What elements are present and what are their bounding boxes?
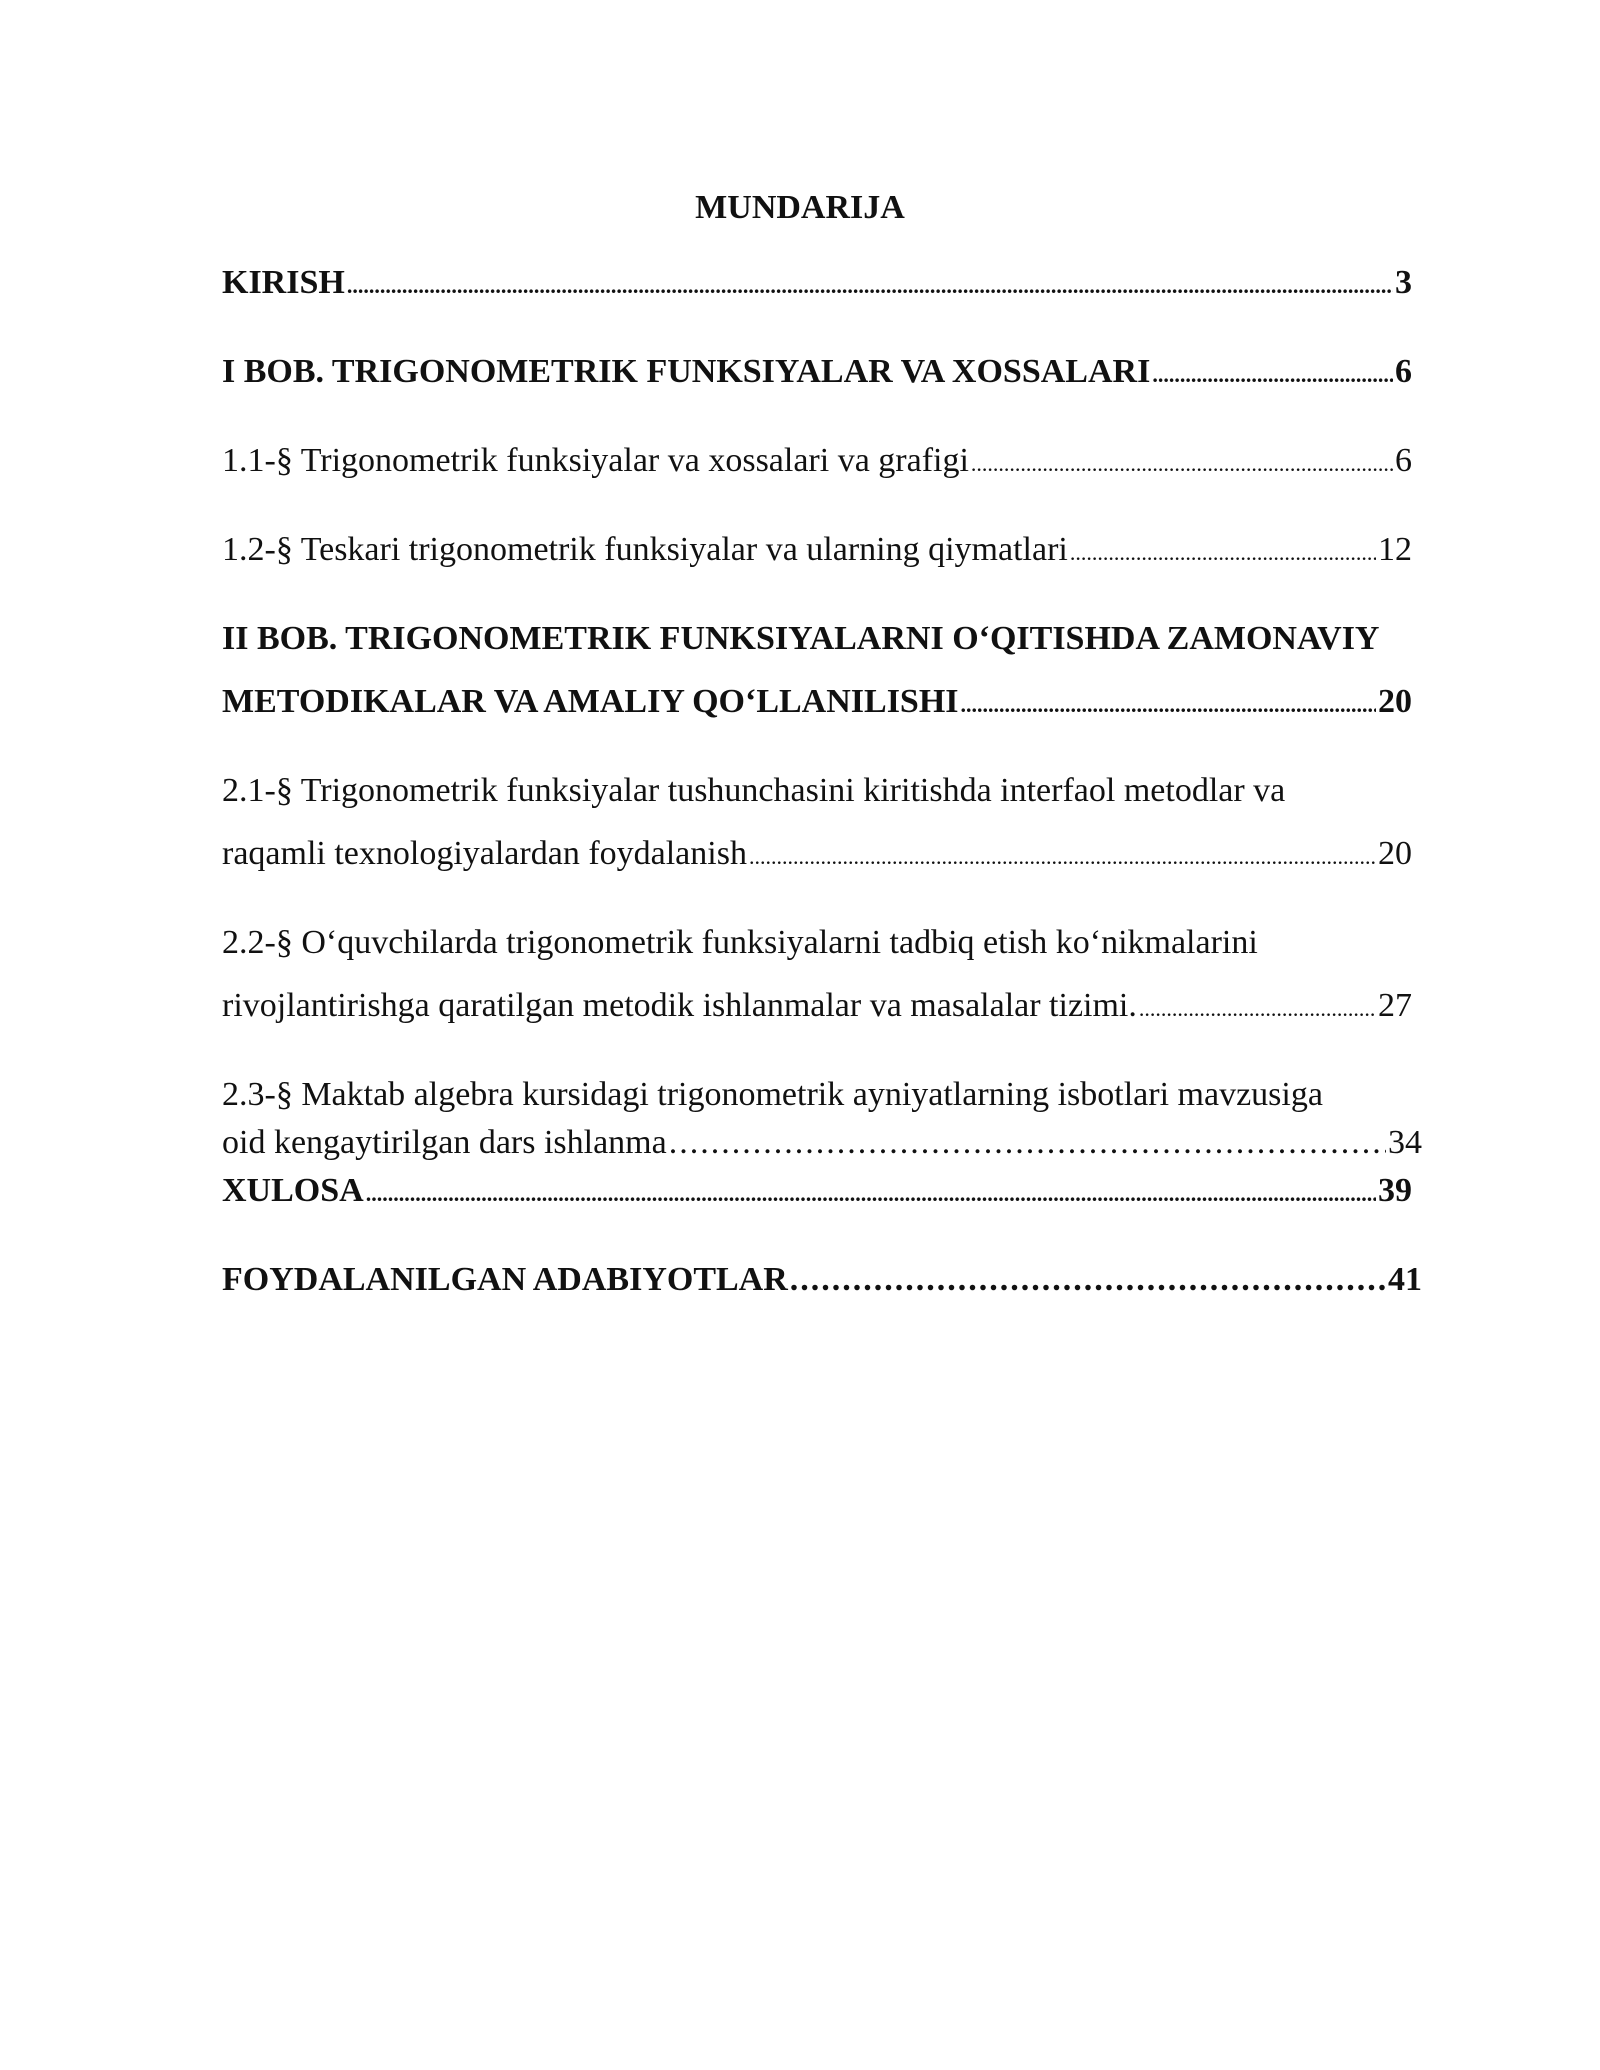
toc-entry-label: oid kengaytirilgan dars ishlanma xyxy=(222,1124,667,1161)
toc-entry-references[interactable] xyxy=(222,1260,1422,1300)
dot-leader xyxy=(971,444,1393,484)
dot-leader xyxy=(1152,355,1393,395)
toc-page-number: 3 xyxy=(1395,264,1412,301)
toc-entry-section-1-2[interactable] xyxy=(222,530,1412,573)
toc-page-number: 6 xyxy=(1395,353,1412,390)
dot-leader xyxy=(1070,533,1376,573)
toc-entry-section-2-1[interactable] xyxy=(222,834,1412,877)
dot-leader xyxy=(669,1123,1386,1163)
toc-page-number: 41 xyxy=(1388,1261,1422,1298)
toc-entry-label: METODIKALAR VA AMALIY QO‘LLANILISHI xyxy=(222,683,959,720)
toc-entry-chapter-2-line1[interactable]: II BOB. TRIGONOMETRIK FUNKSIYALARNI O‘QITISHDA ZAMONAVIY xyxy=(222,620,1380,657)
toc-entry-label: 1.1-§ Trigonometrik funksiyalar va xossalari va grafigi xyxy=(222,442,969,479)
dot-leader xyxy=(366,1174,1376,1214)
toc-entry-chapter-1[interactable] xyxy=(222,352,1412,395)
toc-page-number: 12 xyxy=(1378,531,1412,568)
toc-entry-section-1-1[interactable] xyxy=(222,441,1412,484)
dot-leader xyxy=(961,685,1376,725)
toc-entry-label: raqamli texnologiyalardan foydalanish xyxy=(222,835,747,872)
toc-entry-section-2-3[interactable] xyxy=(222,1123,1422,1163)
toc-entry-label: rivojlantirishga qaratilgan metodik ishlanmalar va masalalar tizimi. xyxy=(222,987,1137,1024)
toc-entry-label: I BOB. TRIGONOMETRIK FUNKSIYALAR VA XOSSALARI xyxy=(222,353,1151,390)
toc-entry-section-2-1-line1[interactable]: 2.1-§ Trigonometrik funksiyalar tushunchasini kiritishda interfaol metodlar va xyxy=(222,772,1286,809)
toc-entry-label: KIRISH xyxy=(222,264,345,301)
dot-leader xyxy=(347,266,1393,306)
toc-entry-label: 1.2-§ Teskari trigonometrik funksiyalar va ularning qiymatlari xyxy=(222,531,1068,568)
toc-page-number: 39 xyxy=(1378,1172,1412,1209)
toc-entry-chapter-2[interactable] xyxy=(222,682,1412,725)
toc-page-number: 27 xyxy=(1378,987,1412,1024)
toc-entry-label: XULOSA xyxy=(222,1172,364,1209)
dot-leader xyxy=(1139,989,1376,1029)
toc-page-number: 20 xyxy=(1378,683,1412,720)
toc-entry-section-2-3-line1[interactable]: 2.3-§ Maktab algebra kursidagi trigonometrik ayniyatlarning isbotlari mavzusiga xyxy=(222,1076,1323,1113)
dot-leader xyxy=(790,1260,1386,1300)
dot-leader xyxy=(749,837,1376,877)
toc-page-number: 34 xyxy=(1388,1124,1422,1161)
page-title: MUNDARIJA xyxy=(695,189,905,226)
toc-entry-kirish[interactable] xyxy=(222,263,1412,306)
toc-page-number: 6 xyxy=(1395,442,1412,479)
toc-entry-section-2-2-line1[interactable]: 2.2-§ O‘quvchilarda trigonometrik funksiyalarni tadbiq etish ko‘nikmalarini xyxy=(222,924,1258,961)
toc-entry-xulosa[interactable] xyxy=(222,1171,1412,1214)
toc-entry-label: FOYDALANILGAN ADABIYOTLAR xyxy=(222,1261,788,1298)
toc-page-number: 20 xyxy=(1378,835,1412,872)
toc-entry-section-2-2[interactable] xyxy=(222,986,1412,1029)
